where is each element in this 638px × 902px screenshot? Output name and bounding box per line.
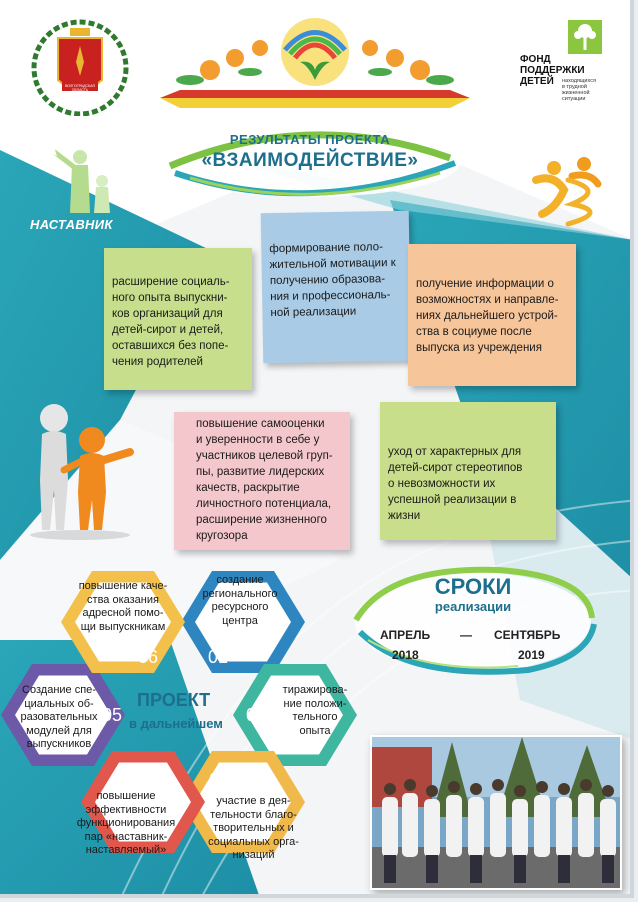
tree-icon [568,20,602,54]
terms-dash: — [460,628,472,642]
future-item-2-text: тиражирова- ние положи- тельного опыта [282,684,348,737]
title-block [150,118,470,208]
result-card-2 [261,211,412,364]
terms-end-year: 2019 [518,648,545,662]
future-item-1-number: 01 [208,647,229,667]
future-item-6-text: повышение каче- ства оказания адресной помо- щи выпускникам [78,580,168,633]
result-card-1 [104,248,252,390]
result-text-4: повышение самооценки и уверенности в себе у участников целевой груп- пы, развитие лидерских качеств, раскрытие личностного потенциала, расширение жизненного кругозора [196,418,333,542]
regional-emblem [30,18,130,116]
group-photo [370,735,622,890]
fund-sub-2: в трудной [562,84,587,90]
mentor-logo-text: НАСТАВНИК [30,217,113,232]
result-card-5 [380,402,556,540]
mentor-figures-icon [28,135,138,215]
future-item-4-text: повышение эффективности функционирования пар «наставник- наставляемый» [76,790,176,856]
fund-title-3: ДЕТЕЙ [520,76,554,87]
top-flower-logo [150,10,480,110]
result-text-5: уход от характерных для детей-сирот стереотипов о невозможности их успешной реализации в жизни [388,446,523,522]
future-item-4-number: 04 [138,768,159,788]
mentor-logo [28,135,138,235]
future-item-5-text: Создание спе- циальных об- разовательных модулей для выпускников [20,684,98,750]
future-item-3-number: 03 [209,770,230,790]
future-item-2-number: 02 [246,705,267,725]
result-text-2: формирование поло- жительной мотивации к получению образова- ния и профессиональ- ной реализации [269,241,396,320]
future-title: ПРОЕКТ [137,690,211,710]
fund-sub-3: жизненной [562,90,590,96]
result-text-1: расширение социаль- ного опыта выпускни- ков организаций для детей-сирот и детей, оставшихся без попе- чения родителей [112,276,230,368]
title-line-1: РЕЗУЛЬТАТЫ ПРОЕКТА [229,132,391,147]
terms-end-month: СЕНТЯБРЬ [494,628,561,642]
result-card-3 [408,244,576,386]
future-item-6-number: 06 [138,647,159,667]
fund-title-1: ФОНД [520,54,551,65]
terms-start-month: АПРЕЛЬ [380,628,431,642]
result-text-3: получение информации о возможностях и направле- ниях дальнейшего устрой- ства в социуме после выпуска из учреждения [416,278,559,354]
mentor-3d-figures [20,400,150,540]
emblem-text: ВОЛГОГРАДСКАЯ ОБЛАСТЬ [65,84,95,92]
title-line-2: «ВЗАИМОДЕЙСТВИЕ» [201,150,419,171]
fund-sub-4: ситуации [562,96,586,102]
terms-title: СРОКИ [434,574,512,599]
result-card-4 [174,412,350,550]
terms-block [348,562,598,680]
people-logo-icon [528,150,608,230]
fund-title-2: ПОДДЕРЖКИ [520,65,585,76]
future-item-3-text: участие в дея- тельности благо- творительных и социальных орга- низаций [208,795,299,861]
terms-subtitle: реализации [434,599,512,614]
fund-logo [520,20,615,115]
future-item-5-number: 05 [102,705,123,725]
terms-start-year: 2018 [392,648,419,662]
future-item-1-text: создание регионального ресурсного центра [202,574,278,627]
future-subtitle: в дальнейшем [129,716,223,731]
fund-sub-1: находящихся [562,78,596,84]
